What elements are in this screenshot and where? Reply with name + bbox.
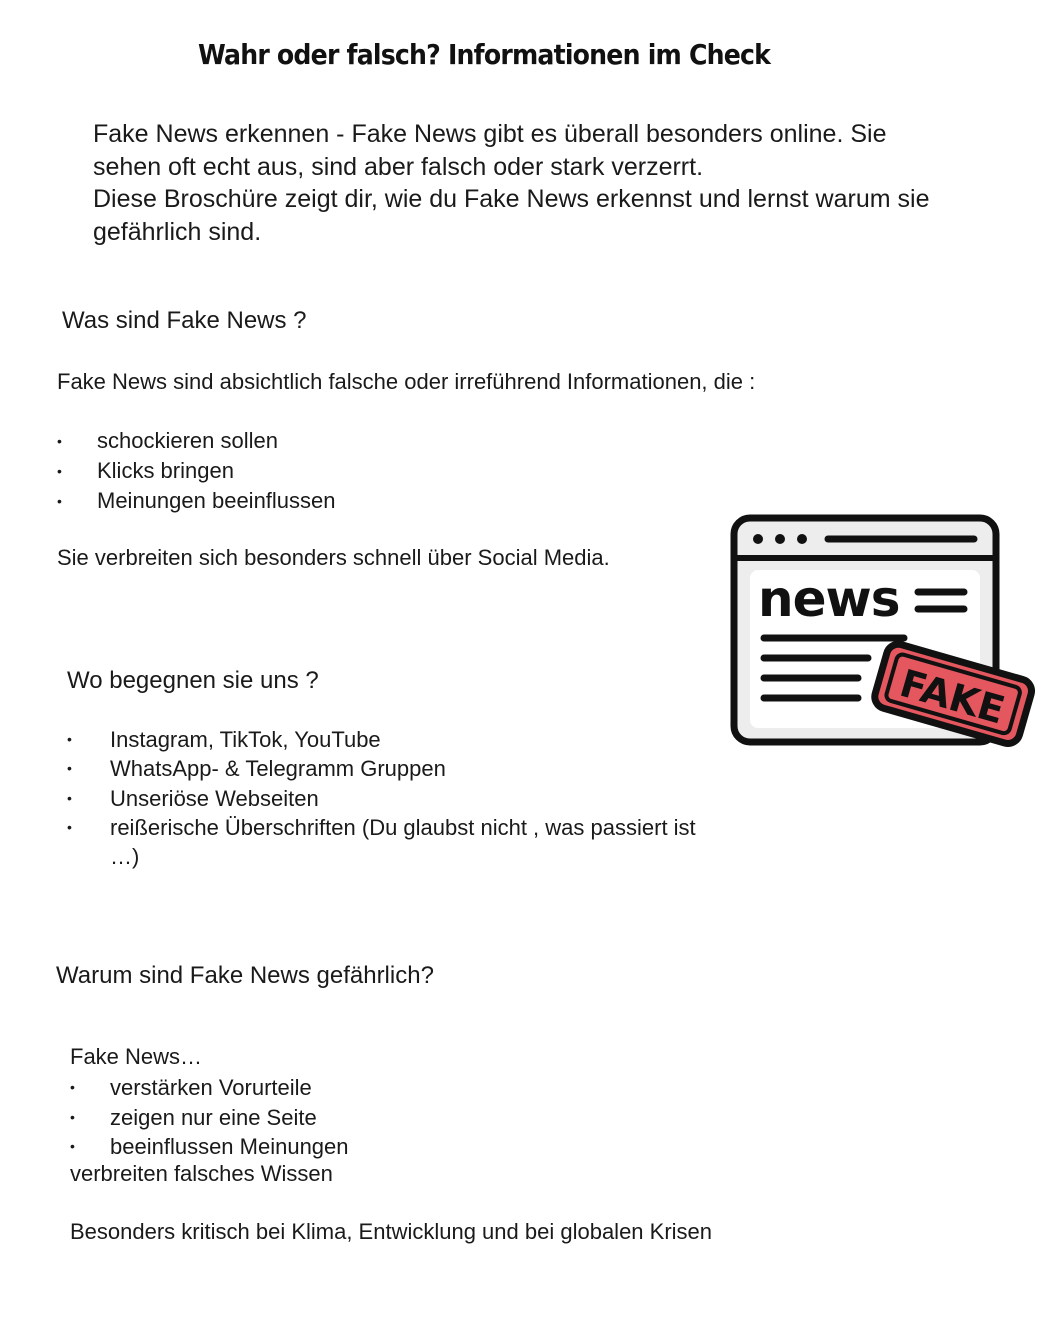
bullet-dot: • (57, 463, 62, 479)
list-item-text: beeinflussen Meinungen (110, 1134, 349, 1159)
intro-line: Fake News erkennen - Fake News gibt es überall besonders online. Sie (93, 120, 887, 148)
list-item-text: zeigen nur eine Seite (110, 1104, 317, 1130)
bullet-dot: • (67, 789, 72, 806)
section-why-after: verbreiten falsches Wissen (70, 1161, 333, 1186)
fake-news-illustration (728, 512, 1054, 774)
bullet-dot: • (57, 433, 62, 449)
bullet-dot: • (70, 1079, 75, 1095)
intro-line: sehen oft echt aus, sind aber falsch oder stark verzerrt. (93, 152, 704, 181)
bullet-dot: • (70, 1108, 75, 1125)
intro-paragraph (93, 118, 1033, 248)
list-item (57, 426, 336, 456)
list-item (70, 1132, 349, 1162)
list-item (57, 486, 336, 516)
bullet-dot: • (67, 760, 72, 777)
list-item-text: WhatsApp- & Telegramm Gruppen (110, 756, 446, 782)
bullet-list-where (67, 725, 696, 871)
intro-line: Diese Broschüre zeigt dir, wie du Fake News erkennst und lernst warum sie (93, 185, 930, 213)
list-item-text: schockieren sollen (97, 428, 278, 453)
section-heading-what: Was sind Fake News ? (62, 307, 307, 334)
page-title: Wahr oder falsch? Informationen im Check (198, 38, 771, 71)
section-why-closing: Besonders kritisch bei Klima, Entwicklung und bei globalen Krisen (70, 1219, 713, 1244)
list-item-text: reißerische Überschriften (Du glaubst nicht , was passiert ist (110, 814, 696, 840)
bullet-dot: • (67, 731, 72, 747)
window-dot-icon (797, 534, 807, 544)
bullet-dot: • (70, 1138, 75, 1154)
list-item-text: Unseriöse Webseiten (110, 785, 319, 811)
section-what-lead: Fake News sind absichtlich falsche oder irreführend Informationen, die : (57, 369, 756, 394)
window-dot-icon (775, 534, 785, 544)
bullet-list-what (57, 426, 336, 516)
list-item (67, 725, 696, 754)
bullet-dot: • (67, 818, 72, 835)
list-item (57, 456, 336, 486)
list-item-text: Meinungen beeinflussen (97, 488, 336, 513)
list-item-continuation: …) (110, 844, 140, 870)
section-heading-where: Wo begegnen sie uns ? (67, 667, 319, 694)
list-item (67, 754, 696, 783)
list-item (67, 784, 696, 813)
list-item-text: verstärken Vorurteile (110, 1075, 312, 1100)
list-item-text: Klicks bringen (97, 458, 234, 483)
window-dot-icon (753, 534, 763, 544)
bullet-list-why (70, 1073, 349, 1162)
bullet-dot: • (57, 493, 62, 509)
intro-line: gefährlich sind. (93, 217, 262, 246)
stamp-text: FAKE (895, 660, 1010, 733)
section-heading-why: Warum sind Fake News gefährlich? (56, 962, 434, 989)
list-item (70, 1103, 349, 1133)
list-item (70, 1073, 349, 1103)
news-word: news (758, 570, 900, 628)
list-item (67, 813, 696, 872)
section-why-lead: Fake News… (70, 1044, 203, 1069)
list-item-text: Instagram, TikTok, YouTube (110, 727, 381, 752)
section-what-closing: Sie verbreiten sich besonders schnell über Social Media. (57, 545, 610, 570)
